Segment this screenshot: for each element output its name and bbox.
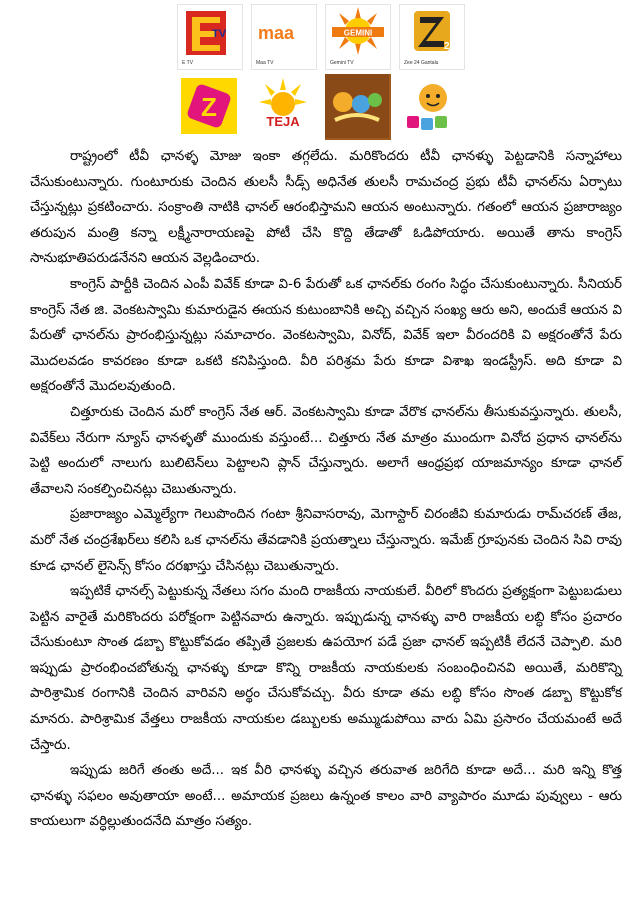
zee24-mark-text: 24 bbox=[444, 41, 456, 52]
kushi-mark-icon bbox=[399, 74, 463, 138]
channel-logos bbox=[175, 0, 465, 140]
kushi-tv-logo bbox=[399, 74, 465, 140]
zee-telugu-mark-text: Z bbox=[201, 92, 217, 122]
etv-mark-text: TV bbox=[212, 28, 227, 40]
article-paragraph: చిత్తూరుకు చెందిన మరో కాంగ్రెస్ నేత ఆర్. వెంకటస్వామి కూడా వేరొక ఛానల్‌ను తీసుకువస్తున్నారు. తులసీ, వివేక్‌లు నేరుగా న్యూస్ ఛానళ్ళతో ముందుకు వస్తుంటే... చిత్తూరు నేత మాత్రం ముందుగా వినోద ప్రధాన ఛానల్‌ను పెట్టి అందులో నాలుగు బులిటెన్‌లు పెట్టాలని ప్లాన్ చేస్తున్నారు. అలాగే ఆంధ్రప్రభ యాజమాన్యం కూడా ఛానల్ తేవాలని సంకల్పించినట్లు చెబుతున్నారు. bbox=[30, 404, 622, 497]
zee-24-gantalu-logo bbox=[399, 4, 465, 70]
teja-tv-logo bbox=[251, 74, 317, 140]
etv-logo bbox=[177, 4, 243, 70]
maa-caption: Maa TV bbox=[256, 60, 274, 66]
article-body bbox=[30, 144, 622, 835]
zee-telugu-logo bbox=[177, 74, 243, 140]
article-paragraph: కాంగ్రెస్ పార్టీకి చెందిన ఎంపీ వివేక్ కూడా వి-6 పేరుతో ఒక ఛానల్‌కు రంగం సిద్ధం చేసుకుంటున్నారు. సీనియర్ కాంగ్రెస్ నేత జి. వెంకటస్వామి కుమారుడైన ఈయన కుటుంబానికి అచ్చి వచ్చిన సంఖ్య ఆరు అని, అందుకే ఆయన వి పేరుతో ఛానల్‌ను ప్రారంభిస్తున్నట్లు సమాచారం. వెంకటస్వామి, వినోద్, వివేక్ ఇలా వీరందరికి వి అక్షరంతోనే పేరు మొదలవడం కావరణం కూడా ఒకటి కనిపిస్తుంది. వీరి పరిశ్రమ పేరు కూడా విశాఖ ఇండస్ట్రీస్. అది కూడా వి అక్షరంతోనే మొదలవుతుంది. bbox=[30, 276, 622, 395]
article-paragraph: ఇప్పుడు జరిగే తంతు అదే... ఇక వీరి ఛానళ్ళు వచ్చిన తరువాత జరిగేది కూడా అదే... మరి ఇన్ని కొత్త ఛానళ్ళు సఫలం అవుతాయా అంటే... అమాయక ప్రజలు ఉన్నంత కాలం వారి వ్యాపారం మూడు పువ్వులు - ఆరు కాయలుగా వర్ధిల్లుతుందనేది మాత్రం సత్యం. bbox=[30, 763, 622, 830]
article-paragraph: ప్రజారాజ్యం ఎమ్మెల్యేగా గెలుపొందిన గంటా శ్రీనివాసరావు, మెగాస్టార్ చిరంజీవి కుమారుడు రామ్‌చరణ్ తేజ, మరో నేత చంద్రశేఖర్‌లు కలిసి ఒక ఛానల్‌ను తేవడానికి ప్రయత్నాలు చేస్తున్నారు. ఇమేజ్ గ్రూపునకు చెందిన సివి రావు కూడ ఛానల్ లైసెన్స్ కోసం దరఖాస్తు చేసినట్లు చెబుతున్నారు. bbox=[30, 507, 622, 574]
zee24-caption: Zee 24 Gantalu bbox=[404, 60, 439, 66]
article-paragraph: రాష్ట్రంలో టీవీ ఛానళ్ళ మోజు ఇంకా తగ్గలేదు. మరికొందరు టీవీ ఛానళ్ళు పెట్టడానికి సన్నాహాలు చేసుకుంటున్నారు. గుంటూరుకు చెందిన తులసీ సీడ్స్ అధినేత తులసీ రామచంద్ర ప్రభు టీవీ ఛానల్‌ను ఏర్పాటు చేస్తున్నట్లు ప్రకటించారు. సంక్రాంతి నాటికి ఛానల్ ఆరంభిస్తామని ఆయన అంటున్నారు. గతంలో ఆయన ప్రజారాజ్యం తరుపున మంత్రి కన్నా లక్ష్మీనారాయణపై పోటీ చేసి కొద్ది తేడాతో ఓడిపోయారు. అయితే తాను కాంగ్రెస్ సానుభూతిపరుడనేనని ఆయన వెల్లడించారు. bbox=[30, 149, 622, 267]
etv-caption: E TV bbox=[182, 60, 194, 66]
zee-telugu-mark-icon bbox=[177, 74, 241, 138]
chintu-tv-logo bbox=[325, 74, 391, 140]
teja-sun-icon bbox=[251, 74, 315, 138]
article-paragraph: ఇప్పటికే ఛానల్స్ పెట్టుకున్న నేతలు సగం మంది రాజకీయ నాయకులే. వీరిలో కొందరు ప్రత్యక్షంగా పెట్టుబడులు పెట్టిన వారైతే మరికొందరు పరోక్షంగా పెట్టినవారు ఉన్నారు. ఇప్పుడున్న ఛానళ్ళు వారి రాజకీయ లబ్ధి కోసం ప్రచారం చేసుకుంటూ సొంత డబ్బా కొట్టుకోవడం తప్పితే ప్రజలకు ఉపయోగ పడే ప్రజా ఛానల్ ఇప్పటికీ లేదనే చెప్పాలి. మరి ఇప్పుడు ప్రారంభించబోతున్న ఛానళ్ళు కూడా కొన్ని రాజకీయ నాయకులకు సంబంధించినవి అయితే, మరికొన్ని పారిశ్రామిక రంగానికి చెందిన వారివని అర్థం చేసుకోవచ్చు. వీరు కూడా తమ లబ్ధి కోసం సొంత డబ్బా కొట్టుకోక మానరు. పారిశ్రామిక వేత్తలు రాజకీయ నాయకుల డబ్బులకు అమ్ముడుపోయి వారు ఏమి ప్రసారం చేయమంటే అదే చేస్తారు. bbox=[30, 584, 622, 753]
chintu-mark-icon bbox=[325, 74, 389, 138]
teja-mark-text: TEJA bbox=[266, 114, 300, 129]
gemini-tv-logo bbox=[325, 4, 391, 70]
maa-mark-text: maa bbox=[258, 23, 295, 43]
gemini-caption: Gemini TV bbox=[330, 60, 354, 66]
gemini-mark-text: GEMINI bbox=[343, 28, 373, 38]
maa-tv-logo bbox=[251, 4, 317, 70]
